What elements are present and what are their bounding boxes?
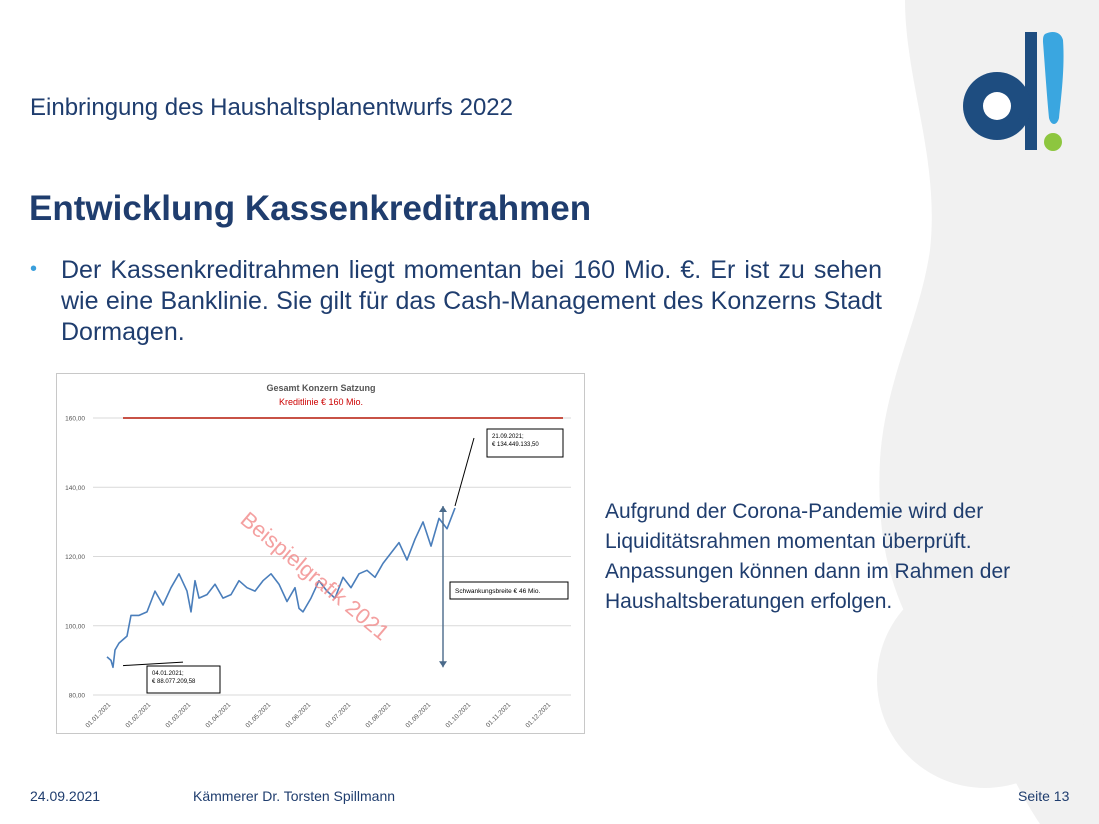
slide-subtitle: Einbringung des Haushaltsplanentwurfs 2022: [30, 94, 513, 121]
logo: [955, 28, 1075, 156]
y-tick-label: 100,00: [65, 623, 85, 631]
y-tick-label: 160,00: [65, 415, 85, 423]
x-tick-label: 01.01.2021: [84, 701, 113, 730]
x-tick-label: 01.03.2021: [164, 701, 193, 730]
end-label-text: 21.09.2021;: [492, 434, 524, 440]
range-arrow-top-icon: [439, 506, 447, 512]
start-label-pointer: [123, 662, 183, 665]
footer-author: Kämmerer Dr. Torsten Spillmann: [193, 788, 396, 804]
x-tick-label: 01.05.2021: [244, 701, 273, 730]
slide-title: Entwicklung Kassenkreditrahmen: [29, 189, 592, 228]
watermark-text: Beispielgrafik 2021: [235, 506, 395, 646]
y-tick-label: 140,00: [65, 484, 85, 492]
x-tick-label: 01.09.2021: [404, 701, 433, 730]
x-tick-label: 01.07.2021: [324, 701, 353, 730]
logo-dot-icon: [1044, 133, 1062, 151]
start-label-text: 04.01.2021;: [152, 671, 184, 677]
y-tick-label: 120,00: [65, 554, 85, 561]
x-tick-label: 01.10.2021: [444, 701, 473, 730]
x-tick-label: 01.11.2021: [484, 701, 513, 730]
chart-title: Gesamt Konzern Satzung: [266, 383, 376, 393]
footer-page-number: Seite 13: [1018, 788, 1070, 804]
y-tick-label: 80,00: [68, 692, 85, 700]
x-tick-label: 01.12.2021: [524, 701, 553, 730]
logo-exclamation-icon: [1043, 32, 1064, 124]
bullet-point: [30, 255, 882, 348]
side-note: Aufgrund der Corona-Pandemie wird der Liquiditätsrahmen momentan überprüft. Anpassungen können dann im Rahmen der Haushaltsberatungen erfolgen.: [605, 500, 1011, 613]
x-tick-label: 01.08.2021: [364, 701, 393, 730]
x-tick-label: 01.02.2021: [124, 701, 153, 730]
end-label-pointer: [455, 438, 474, 506]
chart-svg: [57, 374, 586, 735]
chart-subtitle: Kreditlinie € 160 Mio.: [278, 397, 364, 407]
bullet-text: Der Kassenkreditrahmen liegt momentan bei 160 Mio. €. Er ist zu sehen wie eine Banklinie. Sie gilt für das Cash-Management des Konzerns Stadt Dormagen.: [61, 256, 882, 346]
start-label-text: € 88.077.209,58: [152, 679, 196, 685]
range-label-text: Schwankungsbreite € 46 Mio.: [455, 588, 541, 595]
x-tick-label: 01.04.2021: [204, 701, 233, 730]
range-arrow-bottom-icon: [439, 661, 447, 667]
bullet-icon: •: [30, 258, 38, 280]
chart: [56, 373, 585, 734]
x-tick-label: 01.06.2021: [284, 701, 313, 730]
footer-date: 24.09.2021: [30, 788, 101, 804]
end-label-text: € 134.449.133,50: [492, 442, 539, 448]
